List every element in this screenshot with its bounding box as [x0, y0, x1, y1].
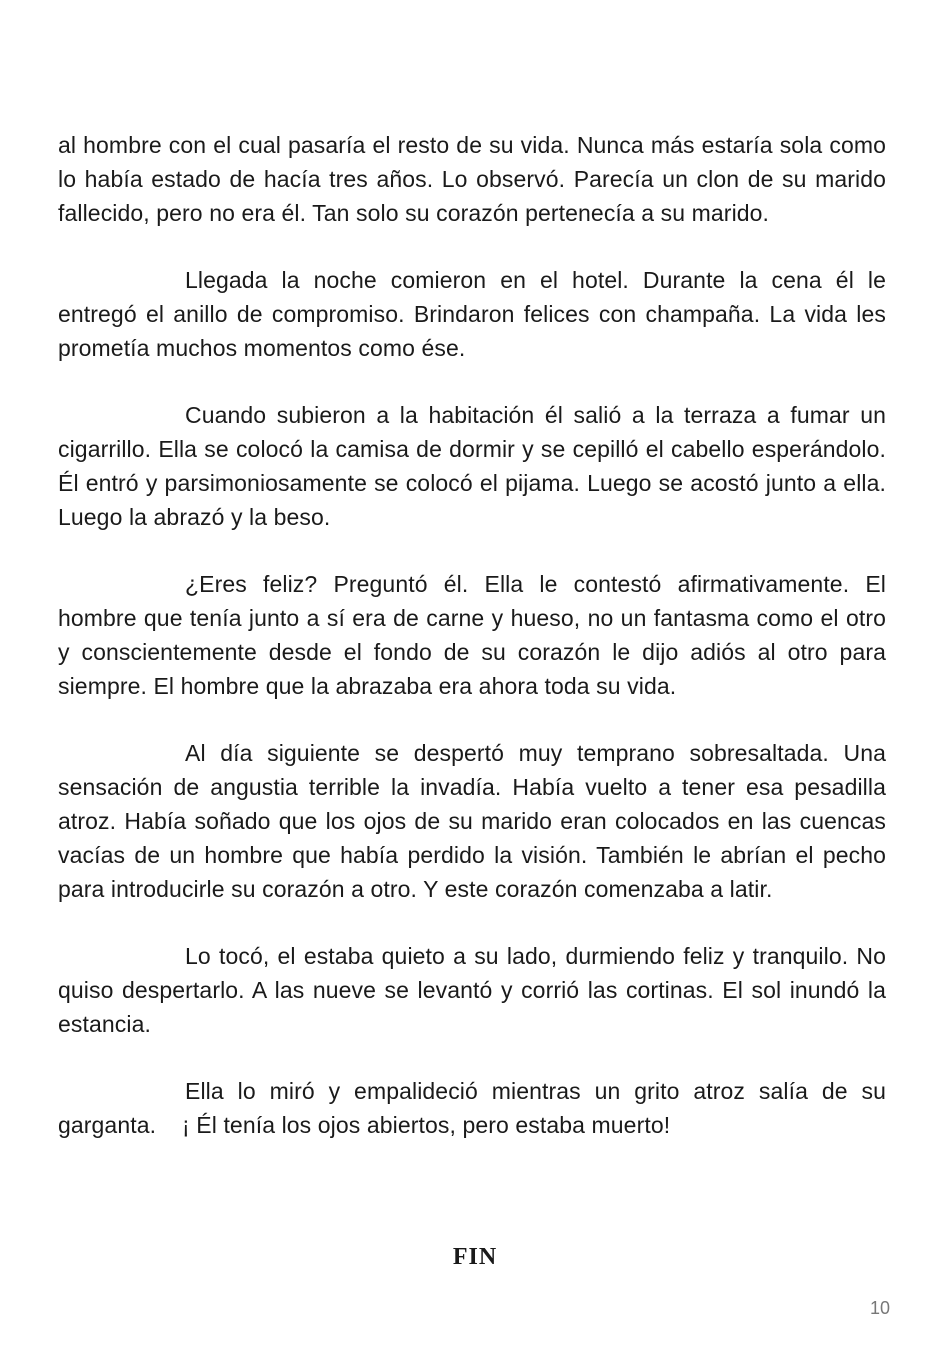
document-body [58, 128, 893, 1175]
page-number: 10 [869, 1298, 890, 1318]
paragraph-6: Lo tocó, el estaba quieto a su lado, durmiendo feliz y tranquilo. No quiso despertarlo. A las nueve se levantó y corrió las cortinas. El sol inundó la estancia. [58, 943, 886, 1037]
paragraph-5: Al día siguiente se despertó muy temprano sobresaltada. Una sensación de angustia terrible la invadía. Había vuelto a tener esa pesadilla atroz. Había soñado que los ojos de su marido eran colocados en las cuencas vacías de un hombre que había perdido la visión. También le abrían el pecho para introducirle su corazón a otro. Y este corazón comenzaba a latir. [58, 740, 886, 902]
paragraph-1: al hombre con el cual pasaría el resto de su vida. Nunca más estaría sola como lo había estado de hacía tres años. Lo observó. Parecía un clon de su marido fallecido, pero no era él. Tan solo su corazón pertenecía a su marido. [58, 132, 886, 226]
paragraph-7: Ella lo miró y empalideció mientras un grito atroz salía de su garganta. ¡ Él tenía los ojos abiertos, pero estaba muerto! [58, 1078, 893, 1138]
ending-title: FIN [452, 1244, 498, 1270]
paragraph-3: Cuando subieron a la habitación él salió a la terraza a fumar un cigarrillo. Ella se colocó la camisa de dormir y se cepilló el cabello esperándolo. Él entró y parsimoniosamente se colocó el pijama. Luego se acostó junto a ella. Luego la abrazó y la beso. [58, 402, 886, 530]
paragraph-2: Llegada la noche comieron en el hotel. Durante la cena él le entregó el anillo de compromiso. Brindaron felices con champaña. La vida les prometía muchos momentos como ése. [58, 267, 886, 361]
paragraph-4: ¿Eres feliz? Preguntó él. Ella le contestó afirmativamente. El hombre que tenía junto a sí era de carne y hueso, no un fantasma como el otro y conscientemente desde el fondo de su corazón le dijo adiós al otro para siempre. El hombre que la abrazaba era ahora toda su vida. [58, 571, 886, 699]
